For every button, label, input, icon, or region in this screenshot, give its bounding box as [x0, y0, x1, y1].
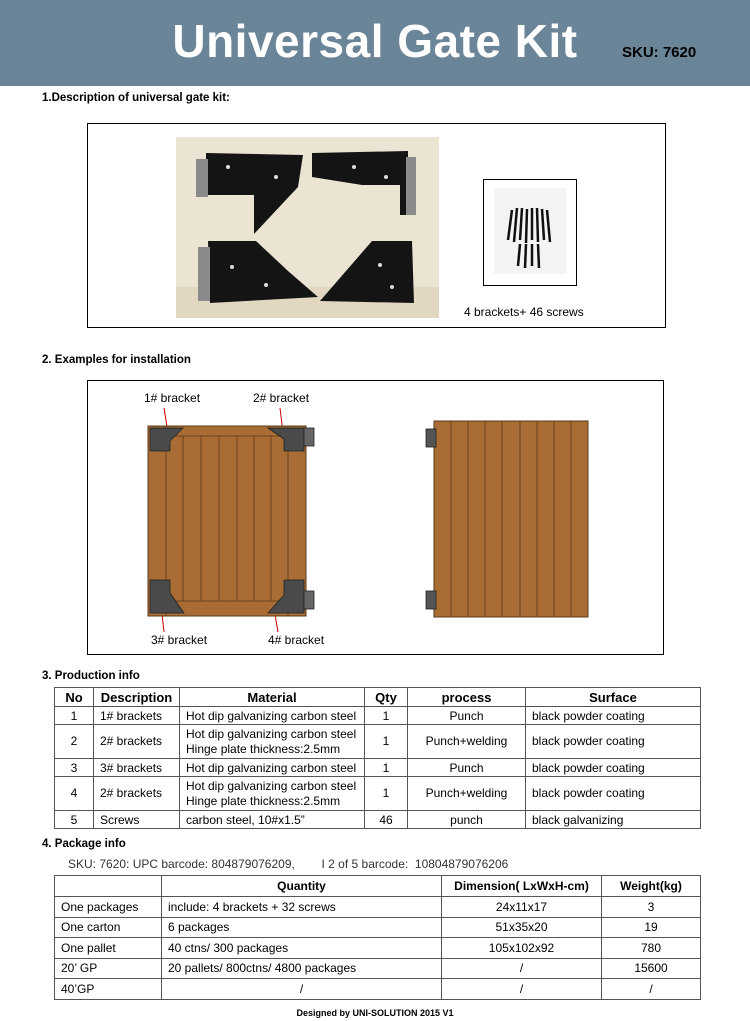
- table-row: [55, 917, 701, 938]
- bracket-2-label: 2# bracket: [253, 391, 310, 405]
- barcode-info: SKU: 7620: UPC barcode: 804879076209, I 2 of 5 barcode: 10804879076206: [68, 857, 509, 871]
- cell-dimension: /: [442, 958, 602, 979]
- cell-material: [180, 777, 365, 811]
- col-header-description: Description: [94, 688, 180, 707]
- cell-no: 1: [55, 707, 94, 725]
- col-header-dimension: Dimension( LxWxH-cm): [442, 876, 602, 897]
- cell-material: Hot dip galvanizing carbon steel: [180, 707, 365, 725]
- cell-material-line1: Hot dip galvanizing carbon steel: [186, 726, 357, 741]
- cell-no: 5: [55, 811, 94, 829]
- cell-process: Punch: [408, 759, 526, 777]
- cell-surface: black powder coating: [526, 759, 701, 777]
- cell-description: Screws: [94, 811, 180, 829]
- cell-weight: 19: [602, 917, 701, 938]
- screws-photo: [484, 180, 576, 285]
- cell-description: 2# brackets: [94, 777, 180, 811]
- package-table: [54, 875, 701, 1000]
- bracket-4-label: 4# bracket: [268, 633, 325, 647]
- footer-credit: Designed by UNI-SOLUTION 2015 V1: [296, 1008, 454, 1018]
- cell-process: Punch: [408, 707, 526, 725]
- cell-quantity: 20 pallets/ 800ctns/ 4800 packages: [162, 958, 442, 979]
- cell-dimension: /: [442, 979, 602, 1000]
- cell-surface: black powder coating: [526, 725, 701, 759]
- cell-material-line1: Hot dip galvanizing carbon steel: [186, 778, 357, 793]
- cell-dimension: 105x102x92: [442, 938, 602, 959]
- cell-surface: black powder coating: [526, 777, 701, 811]
- cell-qty: 46: [365, 811, 408, 829]
- cell-dimension: 24x11x17: [442, 897, 602, 918]
- col-header-surface: Surface: [526, 688, 701, 707]
- cell-description: 2# brackets: [94, 725, 180, 759]
- cell-material: [180, 725, 365, 759]
- cell-dimension: 51x35x20: [442, 917, 602, 938]
- table-header-row: [55, 688, 701, 707]
- cell-weight: 15600: [602, 958, 701, 979]
- cell-qty: 1: [365, 777, 408, 811]
- cell-quantity: /: [162, 979, 442, 1000]
- section4-title: 4. Package info: [42, 838, 126, 850]
- bracket-1-label: 1# bracket: [144, 391, 201, 405]
- cell-material-line2: Hinge plate thickness:2.5mm: [186, 793, 341, 808]
- cell-description: 1# brackets: [94, 707, 180, 725]
- cell-process: punch: [408, 811, 526, 829]
- col-header-no: No: [55, 688, 94, 707]
- col-header-quantity: Quantity: [162, 876, 442, 897]
- col-header-material: Material: [180, 688, 365, 707]
- cell-name: One carton: [55, 917, 162, 938]
- col-header-blank: [55, 876, 162, 897]
- section3-title: 3. Production info: [42, 670, 140, 682]
- col-header-process: process: [408, 688, 526, 707]
- table-row: [55, 897, 701, 918]
- gate-back-view: [426, 421, 588, 617]
- sku-label: SKU: 7620: [622, 44, 697, 61]
- gate-front-view: [148, 426, 314, 616]
- kit-contents-caption: 4 brackets+ 46 screws: [464, 305, 584, 319]
- cell-no: 3: [55, 759, 94, 777]
- col-header-weight: Weight(kg): [602, 876, 701, 897]
- cell-name: One pallet: [55, 938, 162, 959]
- cell-name: One packages: [55, 897, 162, 918]
- table-row: [55, 958, 701, 979]
- table-row: [55, 811, 701, 829]
- cell-name: 40’GP: [55, 979, 162, 1000]
- table-row: [55, 707, 701, 725]
- cell-material: Hot dip galvanizing carbon steel: [180, 759, 365, 777]
- section1-title: 1.Description of universal gate kit:: [42, 92, 230, 104]
- bracket-3-label: 3# bracket: [151, 633, 208, 647]
- page-title: Universal Gate Kit: [172, 15, 578, 67]
- table-row: [55, 777, 701, 811]
- description-box: [87, 123, 666, 328]
- cell-surface: black galvanizing: [526, 811, 701, 829]
- col-header-qty: Qty: [365, 688, 408, 707]
- cell-name: 20’ GP: [55, 958, 162, 979]
- cell-process: Punch+welding: [408, 725, 526, 759]
- brackets-photo: [176, 137, 439, 318]
- cell-quantity: 40 ctns/ 300 packages: [162, 938, 442, 959]
- table-row: [55, 979, 701, 1000]
- header-banner: [0, 0, 750, 86]
- cell-quantity: 6 packages: [162, 917, 442, 938]
- table-header-row: [55, 876, 701, 897]
- cell-quantity: include: 4 brackets + 32 screws: [162, 897, 442, 918]
- installation-diagram: [88, 381, 663, 654]
- cell-material: carbon steel, 10#x1.5”: [180, 811, 365, 829]
- installation-box: [87, 380, 664, 655]
- cell-weight: /: [602, 979, 701, 1000]
- production-table: [54, 687, 701, 829]
- cell-material-line2: Hinge plate thickness:2.5mm: [186, 741, 341, 756]
- cell-qty: 1: [365, 707, 408, 725]
- table-row: [55, 759, 701, 777]
- cell-surface: black powder coating: [526, 707, 701, 725]
- cell-process: Punch+welding: [408, 777, 526, 811]
- section2-title: 2. Examples for installation: [42, 354, 191, 366]
- cell-qty: 1: [365, 725, 408, 759]
- cell-description: 3# brackets: [94, 759, 180, 777]
- table-row: [55, 938, 701, 959]
- cell-qty: 1: [365, 759, 408, 777]
- cell-no: 2: [55, 725, 94, 759]
- cell-weight: 3: [602, 897, 701, 918]
- cell-weight: 780: [602, 938, 701, 959]
- cell-no: 4: [55, 777, 94, 811]
- screws-photo-frame: [483, 179, 577, 286]
- table-row: [55, 725, 701, 759]
